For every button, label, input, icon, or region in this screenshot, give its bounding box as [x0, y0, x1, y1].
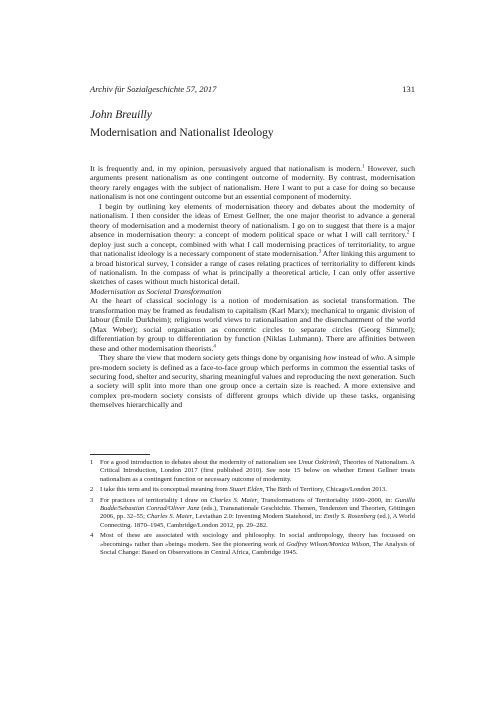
footnote-ref-3[interactable]: 3: [318, 249, 322, 255]
footnote-number: 4: [90, 532, 94, 540]
article-author: John Breuilly: [90, 109, 152, 121]
page-number: 131: [402, 84, 415, 94]
footnote-3: 3 For practices of territoriality I draw on Charles S. Maier, Transformations of Territoriality 1600–2000, in: Gunilla Budde/Sebastian Conrad/Oliver Janz (eds.), Transnationale Geschichte. Themen, Tendenzen und Theorien, Göttingen 2006, pp. 32–55; Charles S. Maier, Leviathan 2.0: Inventing Modern Statehood, in: Emily S. Rosenberg (ed.), A World Connecting. 1870–1945, Cambridge/London 2012, pp. 29–282.: [90, 496, 416, 529]
footnote-4: 4 Most of these are associated with sociology and philosophy. In social anthropology, theory has focussed on »becoming« rather than »being« modern. See the pioneering work of Godfrey Wilson/Monica Wilson, The Analysis of Social Change: Based on Observations in Central Africa, Cambridge 1945.: [90, 532, 416, 557]
section-heading: Modernisation as Societal Transformation: [90, 286, 222, 296]
running-head: [90, 84, 415, 94]
footnote-1: 1 For a good introduction to debates about the modernity of nationalism see Umut Özkirimli, Theories of Nationalism. A Critical Introduction, London 2017 (first published 2010). See note 15 below on whether Ernest Gellner treats nationalism as a contingent function or necessary outcome of modernity.: [90, 459, 415, 483]
paragraph-3: At the heart of classical sociology is a notion of modernisation as societal transformation. The transformation may be framed as feudalism to capitalism (Karl Marx); mechanical to organic division of labour (Émile Durkheim); religious world views to rationalisation and the disenchantment of the world (Max Weber); social organisation as concentric circles to separate circles (Georg Simmel); differentiation by group to differentiation by function (Niklas Luhmann). There are affinities between these and other modernisation theorists.$^4$: [90, 296, 415, 353]
journal-title: Archiv für Sozialgeschichte 57, 2017: [90, 84, 217, 94]
paragraph-4: They share the view that modern society gets things done by organising how instead of who. A simple pre-modern society is defined as a face-to-face group which performs in common the essential tasks of securing food, shelter and security, sharing meaningful values and reproducing the next generation. Such a society will split into more than one group once a certain size is reached. A more extensive and complex pre-modern society consists of different groups which divide up these tasks, organising themselves hierarchically and: [90, 353, 415, 410]
paragraph-2: I begin by outlining key elements of modernisation theory and debates about the modernity of nationalism. I then consider the ideas of Ernest Gellner, the one major theorist to advance a general theory of modernisation and a modernist theory of nationalism. I go on to suggest that there is a major absence in modernisation theory: a concept of modern political space or what I will call territory.$^2$ I deploy just such a concept, combined with what I call modernising practices of territoriality, to argue that nationalist ideology is a necessary component of state modernisation.$^3$ After linking this argument to a broad historical survey, I consider a range of cases relating practices of territoriality to different kinds of nationalism. In the compass of what is principally a theoretical article, I can only offer assertive sketches of cases without much historical detail.: [90, 201, 416, 287]
footnote-number: 2: [90, 486, 94, 494]
footnotes: [90, 454, 415, 559]
article-title: Modernisation and Nationalist Ideology: [90, 127, 274, 139]
footnote-ref-4[interactable]: 4: [213, 344, 216, 350]
footnote-ref-1[interactable]: 1: [362, 164, 365, 170]
footnote-number: 1: [90, 459, 94, 466]
footnote-rule: [90, 454, 150, 455]
paragraph-1: It is frequently and, in my opinion, persuasively argued that nationalism is modern.$^1$ However, such arguments present nationalism as one contingent outcome of modernity. By contrast, modernisation theory rarely engages with the subject of nationalism. Here I want to put a case for doing so because nationalism is not one contingent outcome but an essential component of modernity.: [90, 164, 415, 202]
article-body: [90, 164, 415, 410]
footnote-ref-2[interactable]: 2: [406, 230, 410, 236]
footnote-number: 3: [90, 496, 94, 504]
footnote-2: 2 I take this term and its conceptual meaning from Stuart Elden, The Birth of Territory, Chicago/London 2013.: [90, 486, 387, 494]
